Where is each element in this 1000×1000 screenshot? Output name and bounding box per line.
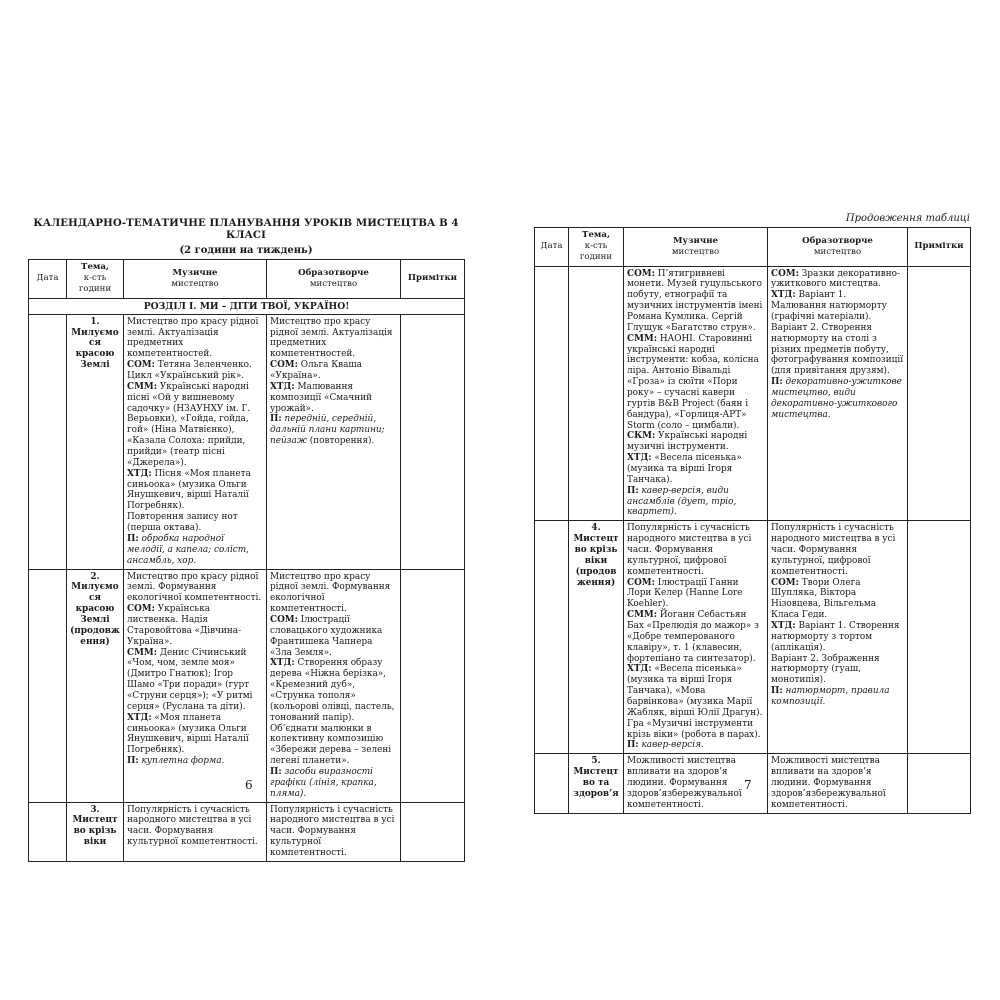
label-abbrev: П: — [627, 485, 639, 496]
body-text: Ілюстрації Ганни Лори Келер (Hanne Lore Koehler). — [627, 577, 743, 610]
term-text: передній, середній, дальній плани картини; пейзаж — [270, 414, 385, 447]
visual-cell — [267, 314, 401, 569]
header-music: Музичне мистецтво — [124, 260, 267, 299]
body-text: Мистецтво про красу рідної землі. Актуалізація предметних компетентностей. — [270, 316, 393, 360]
notes-cell — [401, 314, 465, 569]
label-abbrev: СОМ: — [771, 268, 799, 279]
body-text: Популярність і сучасність народного мистецтва в усі часи. Формування культурної компетентності. — [270, 804, 395, 858]
cell-paragraph — [627, 523, 764, 577]
label-abbrev: П: — [270, 414, 282, 425]
notes-cell — [401, 569, 465, 802]
topic-cell: 1. Милуємося красою Землі — [67, 314, 124, 569]
label-abbrev: ХТД: — [771, 621, 796, 632]
topic-cell: 2. Милуємося красою Землі (продовження) — [67, 569, 124, 802]
label-abbrev: ХТД: — [127, 712, 152, 723]
cell-paragraph — [127, 604, 263, 647]
visual-cell — [768, 521, 908, 754]
body-text: Варіант 2. Зображення натюрморту (гуаш, монотипія). — [771, 653, 880, 686]
label-abbrev: ХТД: — [627, 664, 652, 675]
section-row — [29, 298, 465, 314]
term-text: засоби виразності графіки (лінія, крапка, пляма). — [270, 766, 377, 799]
term-text: куплетна форма. — [138, 756, 225, 767]
body-text: «Весела пісенька» (музика та вірші Ігоря Танчака), «Мова барвінкова» (музика Марії Жабляк, вірші Юлії Драгун). — [627, 664, 763, 718]
body-text: «Моя планета синьоока» (музика Ольги Янушкевич, вірші Наталії Погребняк). — [127, 712, 249, 756]
cell-paragraph — [127, 382, 263, 469]
cell-paragraph — [127, 512, 263, 534]
notes-cell — [908, 754, 971, 813]
term-text: обробка народної мелодії, а капела; соліст, ансамбль, хор. — [127, 533, 249, 566]
label-abbrev: СОМ: — [627, 577, 655, 588]
music-cell — [124, 314, 267, 569]
cell-paragraph — [627, 719, 764, 741]
music-cell — [624, 521, 768, 754]
body-text: Малювання композиції «Смачний урожай». — [270, 381, 373, 414]
cell-paragraph — [270, 658, 397, 767]
header-date: Дата — [535, 228, 569, 267]
body-text: Можливості мистецтва впливати на здоров’я людини. Формування здоров’язбережувальної компетентності. — [627, 756, 742, 810]
planning-table-right — [534, 227, 971, 814]
cell-paragraph — [771, 578, 904, 621]
cell-paragraph — [627, 610, 764, 664]
cell-paragraph — [270, 805, 397, 859]
page-number-left: 6 — [245, 778, 253, 792]
body-text: Твори Олега Шупляка, Віктора Нізовцева, Вільгельма Класа Геди. — [771, 577, 877, 621]
body-text: НАОНІ. Старовинні українські народні інструменти: кобза, колісна ліра. Антоніо Вівальді «Гроза» із сюїти «Пори року» – сучасні кавери гуртів B&B Project (баян і бандура), «Горлиця-АРТ» Storm (соло – цимбали). — [627, 333, 759, 431]
planning-table-left — [28, 259, 465, 862]
header-visual: Образотворче мистецтво — [768, 228, 908, 267]
label-abbrev: СММ: — [627, 333, 657, 344]
label-abbrev: ХТД: — [127, 468, 152, 479]
body-text: Українська лиственка. Надія Старовойтова «Дівчина-Україна». — [127, 604, 242, 647]
body-text: Популярність і сучасність народного мистецтва в усі часи. Формування культурної, цифрової компетентності. — [627, 523, 752, 577]
body-text: П’ятигривневі монети. Музей гуцульського побуту, етнографії та музичних інструментів імені Романа Кумлика. Сергій Глущук «Багатство струн». — [627, 268, 763, 333]
cell-paragraph — [270, 317, 397, 360]
topic-cell — [569, 266, 624, 521]
body-text: Тетяна Зеленченко. Цикл «Український рік». — [127, 360, 252, 382]
cell-paragraph — [127, 360, 263, 382]
body-text: (повторення). — [306, 436, 375, 447]
visual-cell — [267, 569, 401, 802]
date-cell — [29, 802, 67, 861]
date-cell — [29, 314, 67, 569]
label-abbrev: СММ: — [127, 381, 157, 392]
term-text: кавер-версія. — [638, 740, 704, 751]
label-abbrev: ХТД: — [270, 381, 295, 392]
table-row — [535, 754, 971, 813]
cell-paragraph — [127, 805, 263, 848]
table-row — [535, 266, 971, 521]
body-text: Гра «Музичні інструменти крізь віки» (робота в парах). — [627, 718, 761, 740]
music-cell — [124, 802, 267, 861]
body-text: Повторення запису нот (перша октава). — [127, 512, 238, 534]
left-page — [28, 213, 464, 862]
cell-paragraph — [127, 534, 263, 567]
label-abbrev: СОМ: — [270, 614, 298, 625]
body-text: «Весела пісенька» (музика та вірші Ігоря Танчака). — [627, 453, 742, 485]
table-row — [29, 802, 465, 861]
right-page — [534, 213, 970, 814]
date-cell — [29, 569, 67, 802]
term-text: натюрморт, правила композиції. — [771, 686, 890, 708]
cell-paragraph — [627, 431, 764, 453]
cell-paragraph — [270, 382, 397, 415]
label-abbrev: П: — [270, 766, 282, 777]
notes-cell — [908, 266, 971, 521]
cell-paragraph — [771, 523, 904, 577]
label-abbrev: СКМ: — [627, 431, 656, 442]
cell-paragraph — [270, 615, 397, 658]
label-abbrev: ХТД: — [627, 453, 652, 464]
cell-paragraph — [627, 740, 764, 751]
date-cell — [535, 266, 569, 521]
body-text: Варіант 1. Малювання натюрморту (графічні матеріали). — [771, 290, 887, 322]
cell-paragraph — [771, 621, 904, 654]
body-text: Варіант 1. Створення натюрморту з тортом (аплікація). — [771, 621, 900, 653]
cell-paragraph — [270, 572, 397, 615]
cell-paragraph — [627, 453, 764, 486]
page-number-right: 7 — [744, 778, 752, 792]
cell-paragraph — [771, 686, 904, 708]
cell-paragraph — [771, 290, 904, 323]
header-topic: Тема, к-сть години — [67, 260, 124, 299]
cell-paragraph — [771, 323, 904, 377]
cell-paragraph — [127, 572, 263, 605]
table-row — [29, 569, 465, 802]
header-date: Дата — [29, 260, 67, 299]
cell-paragraph — [627, 334, 764, 432]
cell-paragraph — [771, 269, 904, 291]
body-text: Мистецтво про красу рідної землі. Формування екологічної компетентності. — [270, 571, 391, 615]
topic-cell: 3. Мистецтво крізь віки — [67, 802, 124, 861]
header-notes: Примітки — [401, 260, 465, 299]
cell-paragraph — [270, 360, 397, 382]
body-text: Популярність і сучасність народного мистецтва в усі часи. Формування культурної компетентності. — [127, 804, 258, 848]
cell-paragraph — [127, 469, 263, 512]
label-abbrev: П: — [771, 686, 783, 697]
cell-paragraph — [627, 269, 764, 334]
body-text: Українські народні музичні інструменти. — [627, 431, 748, 453]
cell-paragraph — [127, 713, 263, 756]
date-cell — [535, 521, 569, 754]
cell-paragraph — [127, 756, 263, 767]
header-music: Музичне мистецтво — [624, 228, 768, 267]
table-row — [535, 521, 971, 754]
cell-paragraph — [627, 486, 764, 519]
body-text: Створення образу дерева «Ніжна берізка», «Кремезний дуб», «Струнка тополя» (кольорові олівці, пастель, тонований папір). Об’єднати малюнки в колективну композицію «Збережи дерева – зелені легені планети». — [270, 658, 395, 767]
music-cell — [124, 569, 267, 802]
label-abbrev: СОМ: — [771, 577, 799, 588]
cell-paragraph — [627, 664, 764, 718]
label-abbrev: СОМ: — [127, 360, 155, 371]
table-row — [29, 314, 465, 569]
body-text: Зразки декоративно-ужиткового мистецтва. — [771, 268, 901, 290]
label-abbrev: СОМ: — [127, 604, 155, 615]
notes-cell — [401, 802, 465, 861]
header-notes: Примітки — [908, 228, 971, 267]
label-abbrev: СММ: — [627, 610, 657, 621]
visual-cell — [768, 754, 908, 813]
body-text: Українські народні пісні «Ой у вишневому садочку» (НЗАУНХУ ім. Г. Верьовки), «Гойда, гойда, гой» (Ніна Матвієнко), «Казала Солоха: прийди, прийди» (театр пісні «Джерела»). — [127, 381, 251, 468]
topic-cell: 4. Мистецтво крізь віки (продовження) — [569, 521, 624, 754]
header-visual: Образотворче мистецтво — [267, 260, 401, 299]
body-text: Йоганн Себастьян Бах «Прелюдія до мажор» з «Добре темперованого клавіру», т. 1 (клавесин, фортепіано та синтезатор). — [627, 610, 759, 664]
topic-cell: 5. Мистецтво та здоров’я — [569, 754, 624, 813]
cell-paragraph — [771, 377, 904, 420]
body-text: Популярність і сучасність народного мистецтва в усі часи. Формування культурної, цифрової компетентності. — [771, 523, 896, 577]
visual-cell — [267, 802, 401, 861]
date-cell — [535, 754, 569, 813]
label-abbrev: СММ: — [127, 647, 157, 658]
label-abbrev: ХТД: — [270, 658, 295, 669]
body-text: Ілюстрації словацького художника Франтишека Чапнера «Зла Земля». — [270, 614, 383, 658]
label-abbrev: П: — [127, 533, 139, 544]
label-abbrev: СОМ: — [270, 360, 298, 371]
cell-paragraph — [127, 317, 263, 360]
music-cell — [624, 266, 768, 521]
label-abbrev: П: — [771, 377, 783, 388]
term-text: кавер-версія, види ансамблів (дует, тріо, квартет). — [627, 485, 737, 518]
body-text: Мистецтво про красу рідної землі. Актуалізація предметних компетентностей. — [127, 316, 259, 360]
section-title: РОЗДІЛ І. МИ – ДІТИ ТВОЇ, УКРАЇНО! — [29, 298, 465, 314]
visual-cell — [768, 266, 908, 521]
body-text: Можливості мистецтва впливати на здоров’я людини. Формування здоров’язбережувальної компетентності. — [771, 756, 886, 810]
cell-paragraph — [771, 654, 904, 687]
table-header-row — [29, 260, 465, 299]
label-abbrev: СОМ: — [627, 268, 655, 279]
document-subtitle: (2 години на тиждень) — [179, 245, 313, 256]
cell-paragraph — [270, 767, 397, 800]
label-abbrev: ХТД: — [771, 290, 796, 301]
notes-cell — [908, 521, 971, 754]
document-title: КАЛЕНДАРНО-ТЕМАТИЧНЕ ПЛАНУВАННЯ УРОКІВ МИСТЕЦТВА В 4 КЛАСІ — [33, 217, 459, 241]
table-continued-label: Продовження таблиці — [845, 213, 970, 224]
cell-paragraph — [270, 414, 397, 447]
term-text: декоративно-ужиткове мистецтво, види декоративно-ужиткового мистецтва. — [771, 377, 902, 420]
body-text: Пісня «Моя планета синьоока» (музика Ольги Янушкевич, вірші Наталії Погребняк). — [127, 468, 251, 512]
body-text: Мистецтво про красу рідної землі. Формування екологічної компетентності. — [127, 571, 262, 604]
label-abbrev: П: — [127, 756, 139, 767]
label-abbrev: П: — [627, 740, 639, 751]
cell-paragraph — [127, 648, 263, 713]
table-header-row — [535, 228, 971, 267]
body-text: Ольга Кваша «Україна». — [270, 360, 362, 382]
body-text: Денис Січинський «Чом, чом, земле моя» (Дмитро Гнатюк); Ігор Шамо «Три поради» (гурт «Струни серця»); «У ритмі серця» (Руслана та діти). — [127, 647, 253, 712]
cell-paragraph — [627, 578, 764, 611]
body-text: Варіант 2. Створення натюрморту на столі з різних предметів побуту, фотографування композиції (для привітання друзям). — [771, 322, 904, 377]
header-topic: Тема, к-сть години — [569, 228, 624, 267]
cell-paragraph — [771, 756, 904, 810]
